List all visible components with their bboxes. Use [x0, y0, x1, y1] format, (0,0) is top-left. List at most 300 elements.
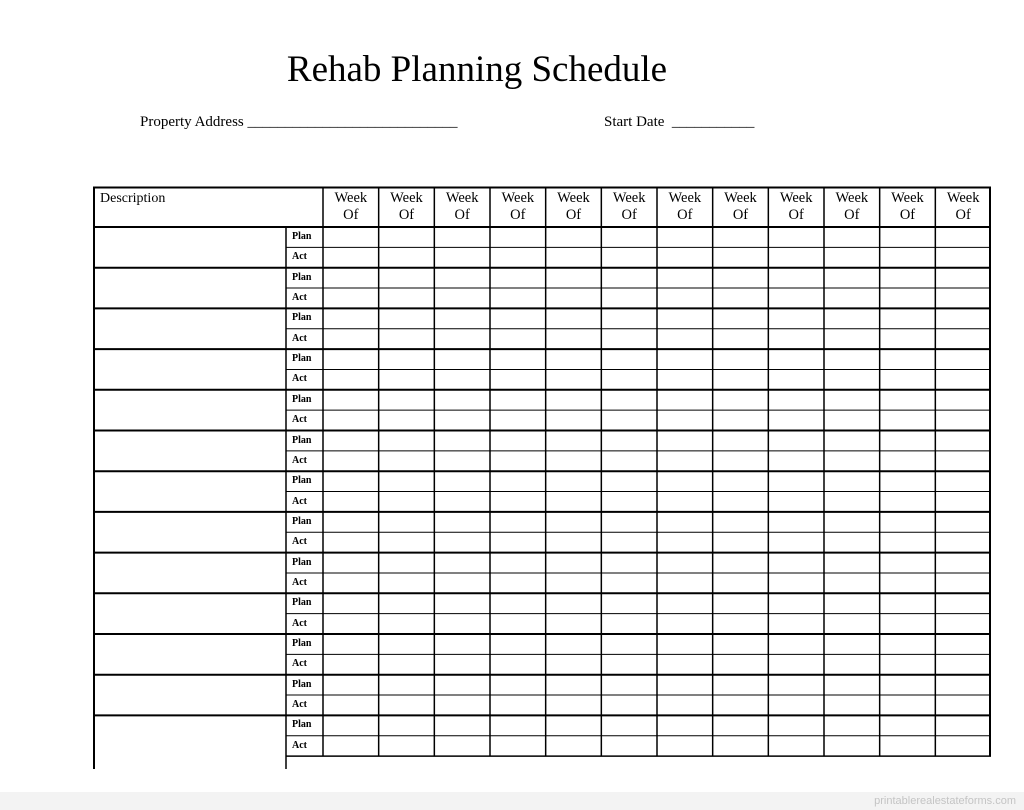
week-act-cell[interactable] [825, 370, 879, 388]
week-act-cell[interactable] [547, 655, 601, 673]
week-plan-cell[interactable] [380, 554, 434, 572]
week-plan-cell[interactable] [602, 228, 656, 246]
week-plan-cell[interactable] [714, 513, 768, 531]
week-act-cell[interactable] [602, 574, 656, 592]
week-act-cell[interactable] [324, 574, 378, 592]
week-act-cell[interactable] [324, 452, 378, 470]
week-act-cell[interactable] [825, 655, 879, 673]
week-act-cell[interactable] [491, 737, 545, 755]
week-act-cell[interactable] [714, 248, 768, 266]
week-act-cell[interactable] [825, 452, 879, 470]
week-act-cell[interactable] [825, 289, 879, 307]
week-act-cell[interactable] [714, 452, 768, 470]
week-act-cell[interactable] [936, 696, 990, 714]
week-plan-cell[interactable] [825, 350, 879, 368]
description-cell[interactable] [95, 716, 285, 755]
week-plan-cell[interactable] [324, 432, 378, 450]
week-act-cell[interactable] [714, 533, 768, 551]
week-act-cell[interactable] [324, 696, 378, 714]
week-plan-cell[interactable] [714, 432, 768, 450]
week-act-cell[interactable] [881, 330, 935, 348]
week-plan-cell[interactable] [825, 513, 879, 531]
week-act-cell[interactable] [324, 248, 378, 266]
week-act-cell[interactable] [602, 533, 656, 551]
week-act-cell[interactable] [602, 330, 656, 348]
week-plan-cell[interactable] [602, 513, 656, 531]
week-plan-cell[interactable] [714, 472, 768, 490]
week-plan-cell[interactable] [658, 676, 712, 694]
week-act-cell[interactable] [714, 289, 768, 307]
week-plan-cell[interactable] [602, 309, 656, 327]
week-act-cell[interactable] [769, 493, 823, 511]
week-act-cell[interactable] [825, 696, 879, 714]
week-act-cell[interactable] [380, 493, 434, 511]
week-plan-cell[interactable] [435, 594, 489, 612]
week-plan-cell[interactable] [714, 716, 768, 734]
week-act-cell[interactable] [769, 574, 823, 592]
week-plan-cell[interactable] [881, 513, 935, 531]
week-plan-cell[interactable] [714, 391, 768, 409]
week-act-cell[interactable] [547, 411, 601, 429]
week-act-cell[interactable] [491, 655, 545, 673]
week-act-cell[interactable] [435, 615, 489, 633]
week-plan-cell[interactable] [547, 432, 601, 450]
week-act-cell[interactable] [881, 370, 935, 388]
week-act-cell[interactable] [435, 289, 489, 307]
week-act-cell[interactable] [380, 330, 434, 348]
week-act-cell[interactable] [602, 696, 656, 714]
week-act-cell[interactable] [435, 574, 489, 592]
week-act-cell[interactable] [380, 248, 434, 266]
week-act-cell[interactable] [658, 696, 712, 714]
week-act-cell[interactable] [435, 411, 489, 429]
week-plan-cell[interactable] [881, 716, 935, 734]
week-plan-cell[interactable] [324, 676, 378, 694]
week-act-cell[interactable] [769, 737, 823, 755]
week-plan-cell[interactable] [825, 635, 879, 653]
week-plan-cell[interactable] [380, 391, 434, 409]
week-act-cell[interactable] [547, 330, 601, 348]
week-act-cell[interactable] [714, 330, 768, 348]
week-act-cell[interactable] [658, 615, 712, 633]
week-act-cell[interactable] [936, 452, 990, 470]
description-cell[interactable] [95, 391, 285, 430]
week-plan-cell[interactable] [936, 350, 990, 368]
week-act-cell[interactable] [769, 615, 823, 633]
week-act-cell[interactable] [602, 737, 656, 755]
week-plan-cell[interactable] [769, 391, 823, 409]
week-plan-cell[interactable] [881, 391, 935, 409]
week-plan-cell[interactable] [380, 716, 434, 734]
week-act-cell[interactable] [936, 248, 990, 266]
week-plan-cell[interactable] [714, 635, 768, 653]
week-plan-cell[interactable] [936, 594, 990, 612]
week-act-cell[interactable] [714, 370, 768, 388]
week-plan-cell[interactable] [658, 635, 712, 653]
week-plan-cell[interactable] [602, 472, 656, 490]
description-cell[interactable] [95, 472, 285, 511]
week-act-cell[interactable] [936, 411, 990, 429]
week-plan-cell[interactable] [380, 432, 434, 450]
description-cell[interactable] [95, 554, 285, 593]
week-plan-cell[interactable] [380, 350, 434, 368]
week-act-cell[interactable] [769, 370, 823, 388]
week-act-cell[interactable] [491, 452, 545, 470]
week-plan-cell[interactable] [769, 676, 823, 694]
week-plan-cell[interactable] [380, 269, 434, 287]
week-act-cell[interactable] [714, 493, 768, 511]
week-plan-cell[interactable] [324, 472, 378, 490]
week-plan-cell[interactable] [658, 432, 712, 450]
week-act-cell[interactable] [547, 493, 601, 511]
week-plan-cell[interactable] [435, 472, 489, 490]
week-plan-cell[interactable] [825, 676, 879, 694]
week-plan-cell[interactable] [825, 594, 879, 612]
week-act-cell[interactable] [435, 370, 489, 388]
week-act-cell[interactable] [435, 248, 489, 266]
week-plan-cell[interactable] [324, 513, 378, 531]
week-act-cell[interactable] [658, 737, 712, 755]
week-plan-cell[interactable] [769, 432, 823, 450]
week-plan-cell[interactable] [491, 228, 545, 246]
week-act-cell[interactable] [324, 737, 378, 755]
week-act-cell[interactable] [547, 452, 601, 470]
week-plan-cell[interactable] [491, 391, 545, 409]
week-plan-cell[interactable] [825, 472, 879, 490]
description-cell[interactable] [95, 309, 285, 348]
week-act-cell[interactable] [491, 411, 545, 429]
week-act-cell[interactable] [491, 615, 545, 633]
week-act-cell[interactable] [881, 574, 935, 592]
week-plan-cell[interactable] [491, 269, 545, 287]
week-plan-cell[interactable] [547, 635, 601, 653]
week-plan-cell[interactable] [769, 554, 823, 572]
week-act-cell[interactable] [602, 289, 656, 307]
week-act-cell[interactable] [380, 411, 434, 429]
week-act-cell[interactable] [658, 289, 712, 307]
week-plan-cell[interactable] [324, 309, 378, 327]
week-plan-cell[interactable] [491, 432, 545, 450]
week-act-cell[interactable] [658, 493, 712, 511]
week-plan-cell[interactable] [714, 309, 768, 327]
week-plan-cell[interactable] [380, 635, 434, 653]
description-cell[interactable] [95, 594, 285, 633]
week-plan-cell[interactable] [324, 635, 378, 653]
description-cell[interactable] [95, 269, 285, 308]
week-plan-cell[interactable] [881, 635, 935, 653]
week-plan-cell[interactable] [602, 269, 656, 287]
week-plan-cell[interactable] [825, 309, 879, 327]
week-act-cell[interactable] [825, 615, 879, 633]
description-cell[interactable] [95, 350, 285, 389]
week-act-cell[interactable] [936, 574, 990, 592]
week-plan-cell[interactable] [769, 594, 823, 612]
week-plan-cell[interactable] [435, 228, 489, 246]
week-plan-cell[interactable] [936, 309, 990, 327]
week-act-cell[interactable] [881, 452, 935, 470]
week-plan-cell[interactable] [602, 676, 656, 694]
week-plan-cell[interactable] [324, 350, 378, 368]
week-act-cell[interactable] [324, 370, 378, 388]
description-cell[interactable] [95, 228, 285, 267]
week-plan-cell[interactable] [769, 309, 823, 327]
week-act-cell[interactable] [547, 289, 601, 307]
week-act-cell[interactable] [602, 452, 656, 470]
week-plan-cell[interactable] [881, 554, 935, 572]
week-act-cell[interactable] [602, 493, 656, 511]
week-plan-cell[interactable] [658, 228, 712, 246]
week-act-cell[interactable] [881, 248, 935, 266]
week-plan-cell[interactable] [658, 309, 712, 327]
week-plan-cell[interactable] [658, 594, 712, 612]
week-plan-cell[interactable] [769, 513, 823, 531]
week-plan-cell[interactable] [936, 391, 990, 409]
week-plan-cell[interactable] [324, 269, 378, 287]
week-act-cell[interactable] [547, 615, 601, 633]
week-plan-cell[interactable] [769, 472, 823, 490]
week-plan-cell[interactable] [547, 228, 601, 246]
week-plan-cell[interactable] [825, 269, 879, 287]
week-act-cell[interactable] [380, 696, 434, 714]
week-plan-cell[interactable] [936, 472, 990, 490]
week-act-cell[interactable] [769, 289, 823, 307]
week-plan-cell[interactable] [491, 635, 545, 653]
week-act-cell[interactable] [714, 696, 768, 714]
week-plan-cell[interactable] [435, 309, 489, 327]
week-plan-cell[interactable] [825, 228, 879, 246]
week-act-cell[interactable] [658, 655, 712, 673]
week-plan-cell[interactable] [825, 432, 879, 450]
week-plan-cell[interactable] [658, 716, 712, 734]
week-act-cell[interactable] [602, 655, 656, 673]
week-act-cell[interactable] [435, 533, 489, 551]
week-act-cell[interactable] [769, 533, 823, 551]
week-plan-cell[interactable] [491, 513, 545, 531]
week-plan-cell[interactable] [380, 472, 434, 490]
week-act-cell[interactable] [936, 493, 990, 511]
week-act-cell[interactable] [547, 370, 601, 388]
week-act-cell[interactable] [324, 289, 378, 307]
week-plan-cell[interactable] [435, 676, 489, 694]
week-act-cell[interactable] [547, 574, 601, 592]
week-act-cell[interactable] [825, 248, 879, 266]
week-act-cell[interactable] [825, 533, 879, 551]
week-plan-cell[interactable] [936, 716, 990, 734]
week-act-cell[interactable] [936, 533, 990, 551]
week-plan-cell[interactable] [324, 554, 378, 572]
week-act-cell[interactable] [324, 493, 378, 511]
week-act-cell[interactable] [936, 615, 990, 633]
week-plan-cell[interactable] [547, 309, 601, 327]
week-plan-cell[interactable] [769, 635, 823, 653]
week-plan-cell[interactable] [658, 554, 712, 572]
week-act-cell[interactable] [324, 615, 378, 633]
week-plan-cell[interactable] [380, 676, 434, 694]
week-plan-cell[interactable] [324, 391, 378, 409]
week-act-cell[interactable] [491, 493, 545, 511]
week-act-cell[interactable] [825, 574, 879, 592]
description-cell[interactable] [95, 513, 285, 552]
week-act-cell[interactable] [491, 289, 545, 307]
week-act-cell[interactable] [936, 289, 990, 307]
property-address-blank[interactable]: ____________________________ [247, 114, 458, 130]
week-plan-cell[interactable] [881, 594, 935, 612]
week-plan-cell[interactable] [936, 432, 990, 450]
week-act-cell[interactable] [936, 330, 990, 348]
week-plan-cell[interactable] [825, 554, 879, 572]
week-act-cell[interactable] [380, 574, 434, 592]
week-plan-cell[interactable] [714, 269, 768, 287]
week-act-cell[interactable] [435, 330, 489, 348]
week-plan-cell[interactable] [881, 269, 935, 287]
week-plan-cell[interactable] [658, 391, 712, 409]
week-plan-cell[interactable] [714, 228, 768, 246]
week-act-cell[interactable] [825, 330, 879, 348]
week-plan-cell[interactable] [881, 228, 935, 246]
week-plan-cell[interactable] [324, 228, 378, 246]
week-plan-cell[interactable] [602, 635, 656, 653]
week-act-cell[interactable] [435, 493, 489, 511]
week-act-cell[interactable] [881, 615, 935, 633]
week-plan-cell[interactable] [380, 309, 434, 327]
week-plan-cell[interactable] [324, 594, 378, 612]
week-act-cell[interactable] [881, 289, 935, 307]
week-plan-cell[interactable] [547, 594, 601, 612]
week-act-cell[interactable] [380, 533, 434, 551]
week-act-cell[interactable] [602, 248, 656, 266]
week-act-cell[interactable] [936, 737, 990, 755]
week-plan-cell[interactable] [435, 269, 489, 287]
week-plan-cell[interactable] [936, 676, 990, 694]
week-plan-cell[interactable] [602, 594, 656, 612]
week-plan-cell[interactable] [936, 513, 990, 531]
week-plan-cell[interactable] [881, 472, 935, 490]
week-act-cell[interactable] [380, 452, 434, 470]
week-plan-cell[interactable] [547, 472, 601, 490]
week-act-cell[interactable] [714, 411, 768, 429]
week-plan-cell[interactable] [602, 554, 656, 572]
week-act-cell[interactable] [881, 737, 935, 755]
week-act-cell[interactable] [547, 696, 601, 714]
week-plan-cell[interactable] [547, 716, 601, 734]
week-plan-cell[interactable] [714, 350, 768, 368]
week-act-cell[interactable] [769, 330, 823, 348]
week-plan-cell[interactable] [547, 391, 601, 409]
week-act-cell[interactable] [769, 696, 823, 714]
week-plan-cell[interactable] [714, 554, 768, 572]
week-act-cell[interactable] [435, 655, 489, 673]
week-act-cell[interactable] [380, 370, 434, 388]
description-cell[interactable] [95, 635, 285, 674]
week-act-cell[interactable] [547, 248, 601, 266]
week-plan-cell[interactable] [769, 716, 823, 734]
week-act-cell[interactable] [491, 370, 545, 388]
week-act-cell[interactable] [491, 330, 545, 348]
week-act-cell[interactable] [602, 411, 656, 429]
week-act-cell[interactable] [714, 574, 768, 592]
week-plan-cell[interactable] [491, 594, 545, 612]
week-plan-cell[interactable] [881, 432, 935, 450]
week-act-cell[interactable] [435, 737, 489, 755]
week-act-cell[interactable] [380, 615, 434, 633]
week-plan-cell[interactable] [936, 635, 990, 653]
week-plan-cell[interactable] [714, 676, 768, 694]
week-act-cell[interactable] [491, 574, 545, 592]
week-plan-cell[interactable] [936, 269, 990, 287]
week-plan-cell[interactable] [491, 309, 545, 327]
week-act-cell[interactable] [714, 615, 768, 633]
week-act-cell[interactable] [936, 370, 990, 388]
week-act-cell[interactable] [769, 452, 823, 470]
week-act-cell[interactable] [602, 615, 656, 633]
week-act-cell[interactable] [324, 655, 378, 673]
week-plan-cell[interactable] [936, 228, 990, 246]
week-plan-cell[interactable] [602, 716, 656, 734]
week-plan-cell[interactable] [602, 391, 656, 409]
week-act-cell[interactable] [380, 289, 434, 307]
week-plan-cell[interactable] [547, 554, 601, 572]
week-act-cell[interactable] [769, 655, 823, 673]
week-plan-cell[interactable] [714, 594, 768, 612]
week-plan-cell[interactable] [491, 716, 545, 734]
week-plan-cell[interactable] [491, 472, 545, 490]
week-plan-cell[interactable] [547, 350, 601, 368]
week-plan-cell[interactable] [602, 432, 656, 450]
description-cell[interactable] [95, 676, 285, 715]
week-plan-cell[interactable] [380, 513, 434, 531]
week-act-cell[interactable] [658, 574, 712, 592]
week-act-cell[interactable] [881, 411, 935, 429]
week-plan-cell[interactable] [825, 716, 879, 734]
week-plan-cell[interactable] [602, 350, 656, 368]
description-cell[interactable] [95, 432, 285, 471]
week-act-cell[interactable] [825, 411, 879, 429]
week-plan-cell[interactable] [491, 676, 545, 694]
week-act-cell[interactable] [380, 655, 434, 673]
week-plan-cell[interactable] [658, 269, 712, 287]
week-plan-cell[interactable] [769, 350, 823, 368]
week-plan-cell[interactable] [769, 269, 823, 287]
week-act-cell[interactable] [881, 533, 935, 551]
week-plan-cell[interactable] [435, 432, 489, 450]
week-act-cell[interactable] [658, 533, 712, 551]
week-act-cell[interactable] [491, 696, 545, 714]
week-act-cell[interactable] [936, 655, 990, 673]
week-act-cell[interactable] [547, 533, 601, 551]
week-act-cell[interactable] [324, 330, 378, 348]
week-plan-cell[interactable] [435, 635, 489, 653]
week-act-cell[interactable] [769, 248, 823, 266]
week-act-cell[interactable] [380, 737, 434, 755]
week-act-cell[interactable] [658, 330, 712, 348]
week-plan-cell[interactable] [547, 269, 601, 287]
week-act-cell[interactable] [658, 370, 712, 388]
week-plan-cell[interactable] [491, 554, 545, 572]
week-plan-cell[interactable] [435, 350, 489, 368]
week-act-cell[interactable] [881, 655, 935, 673]
week-plan-cell[interactable] [380, 594, 434, 612]
week-plan-cell[interactable] [435, 716, 489, 734]
week-act-cell[interactable] [769, 411, 823, 429]
week-plan-cell[interactable] [881, 350, 935, 368]
week-plan-cell[interactable] [881, 309, 935, 327]
week-act-cell[interactable] [825, 737, 879, 755]
week-act-cell[interactable] [435, 452, 489, 470]
week-act-cell[interactable] [658, 248, 712, 266]
week-plan-cell[interactable] [435, 513, 489, 531]
week-act-cell[interactable] [825, 493, 879, 511]
week-act-cell[interactable] [491, 533, 545, 551]
